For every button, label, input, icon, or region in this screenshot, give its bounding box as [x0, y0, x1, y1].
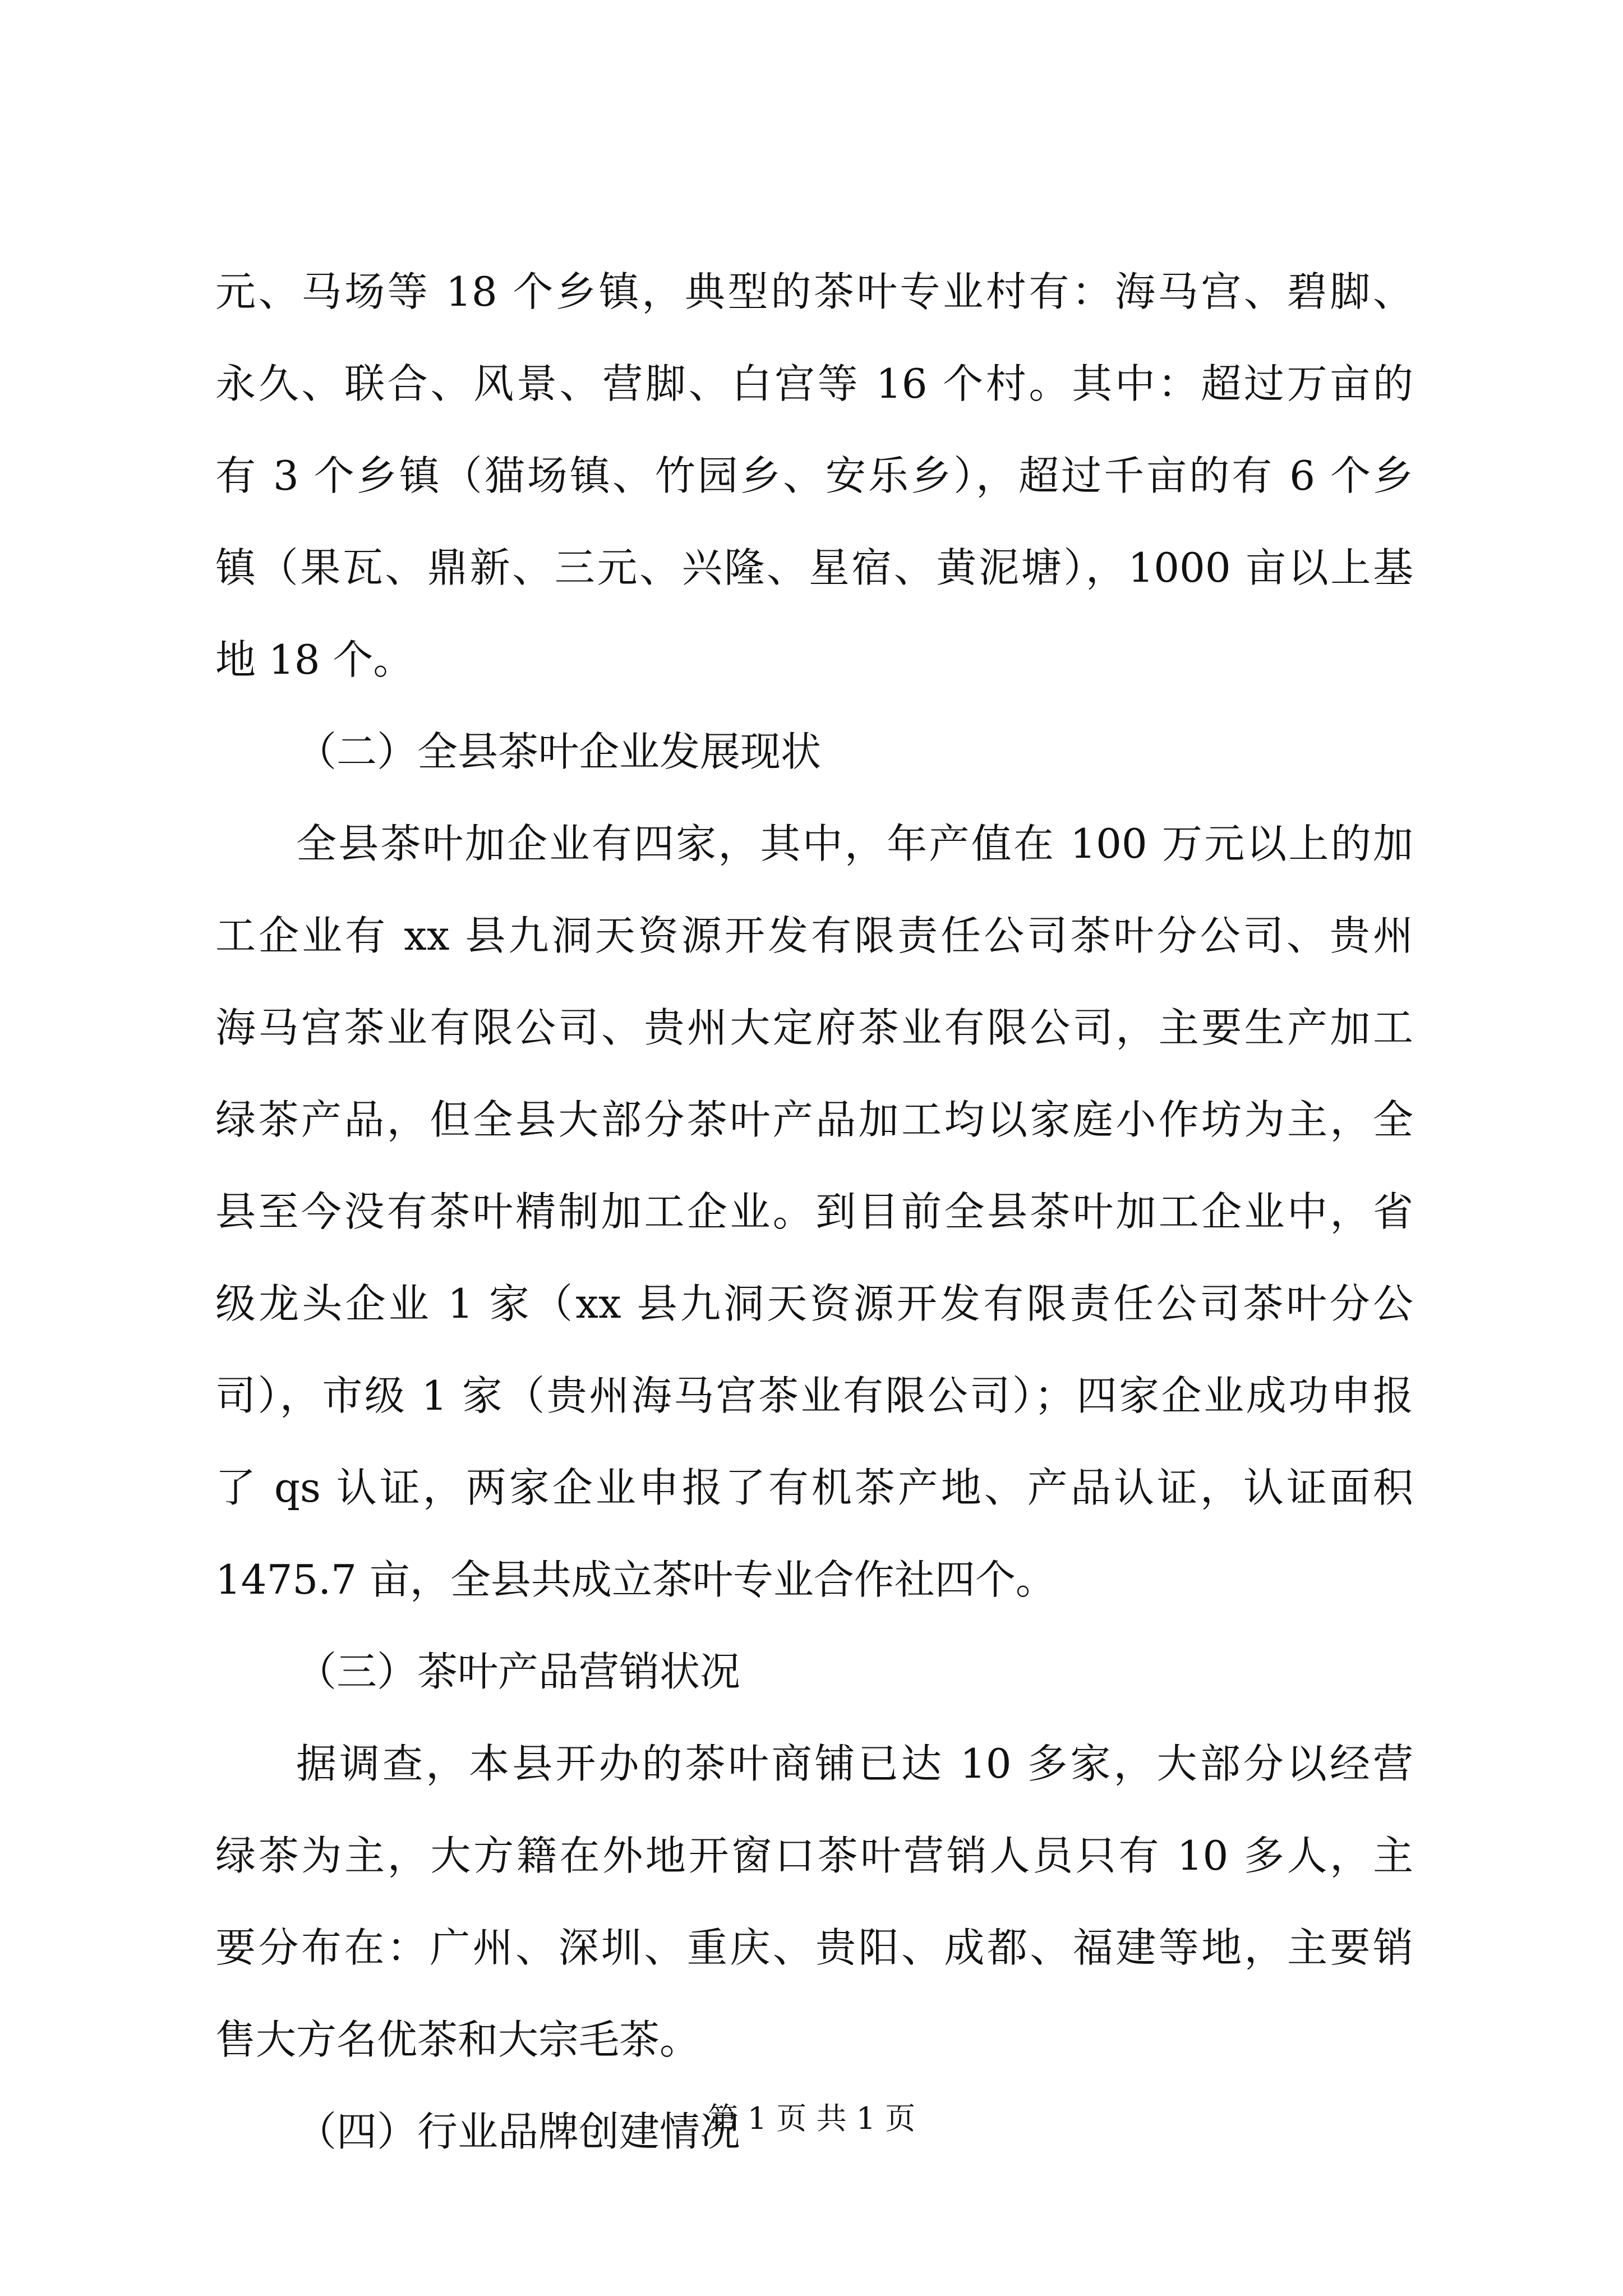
- text-line: 级龙头企业 1 家（xx 县九洞天资源开发有限责任公司茶叶分公: [215, 1280, 1413, 1327]
- text-line: 1475.7 亩，全县共成立茶叶专业合作社四个。: [215, 1556, 1056, 1603]
- page-footer: 第 1 页 共 1 页: [707, 2101, 916, 2136]
- text-line: 据调查，本县开办的茶叶商铺已达 10 多家，大部分以经营: [296, 1740, 1413, 1787]
- text-line: 工企业有 xx 县九洞天资源开发有限责任公司茶叶分公司、贵州: [215, 912, 1413, 959]
- text-line: 绿茶产品，但全县大部分茶叶产品加工均以家庭小作坊为主，全: [215, 1096, 1413, 1143]
- section-heading: （三）茶叶产品营销状况: [296, 1648, 741, 1695]
- document-body: [215, 246, 1413, 2178]
- text-line: 镇（果瓦、鼎新、三元、兴隆、星宿、黄泥塘），1000 亩以上基: [215, 544, 1413, 591]
- text-line: 海马宫茶业有限公司、贵州大定府茶业有限公司，主要生产加工: [215, 1004, 1413, 1051]
- text-line: 司），市级 1 家（贵州海马宫茶业有限公司）；四家企业成功申报: [215, 1372, 1413, 1419]
- section-heading: （四）行业品牌创建情况: [296, 2108, 741, 2155]
- text-line: 永久、联合、风景、营脚、白宫等 16 个村。其中：超过万亩的: [215, 360, 1413, 407]
- text-line: 绿茶为主，大方籍在外地开窗口茶叶营销人员只有 10 多人，主: [215, 1832, 1413, 1879]
- text-line: 售大方名优茶和大宗毛茶。: [215, 2016, 700, 2063]
- section-heading: （二）全县茶叶企业发展现状: [296, 728, 822, 775]
- text-line: 元、马场等 18 个乡镇，典型的茶叶专业村有：海马宫、碧脚、: [215, 268, 1413, 315]
- text-line: 县至今没有茶叶精制加工企业。到目前全县茶叶加工企业中，省: [215, 1188, 1413, 1235]
- text-line: 了 qs 认证，两家企业申报了有机茶产地、产品认证，认证面积: [215, 1464, 1413, 1511]
- text-line: 全县茶叶加企业有四家，其中，年产值在 100 万元以上的加: [296, 820, 1413, 867]
- text-line: 有 3 个乡镇（猫场镇、竹园乡、安乐乡），超过千亩的有 6 个乡: [215, 452, 1413, 499]
- text-line: 要分布在：广州、深圳、重庆、贵阳、成都、福建等地，主要销: [215, 1924, 1413, 1971]
- text-line: 地 18 个。: [215, 636, 414, 683]
